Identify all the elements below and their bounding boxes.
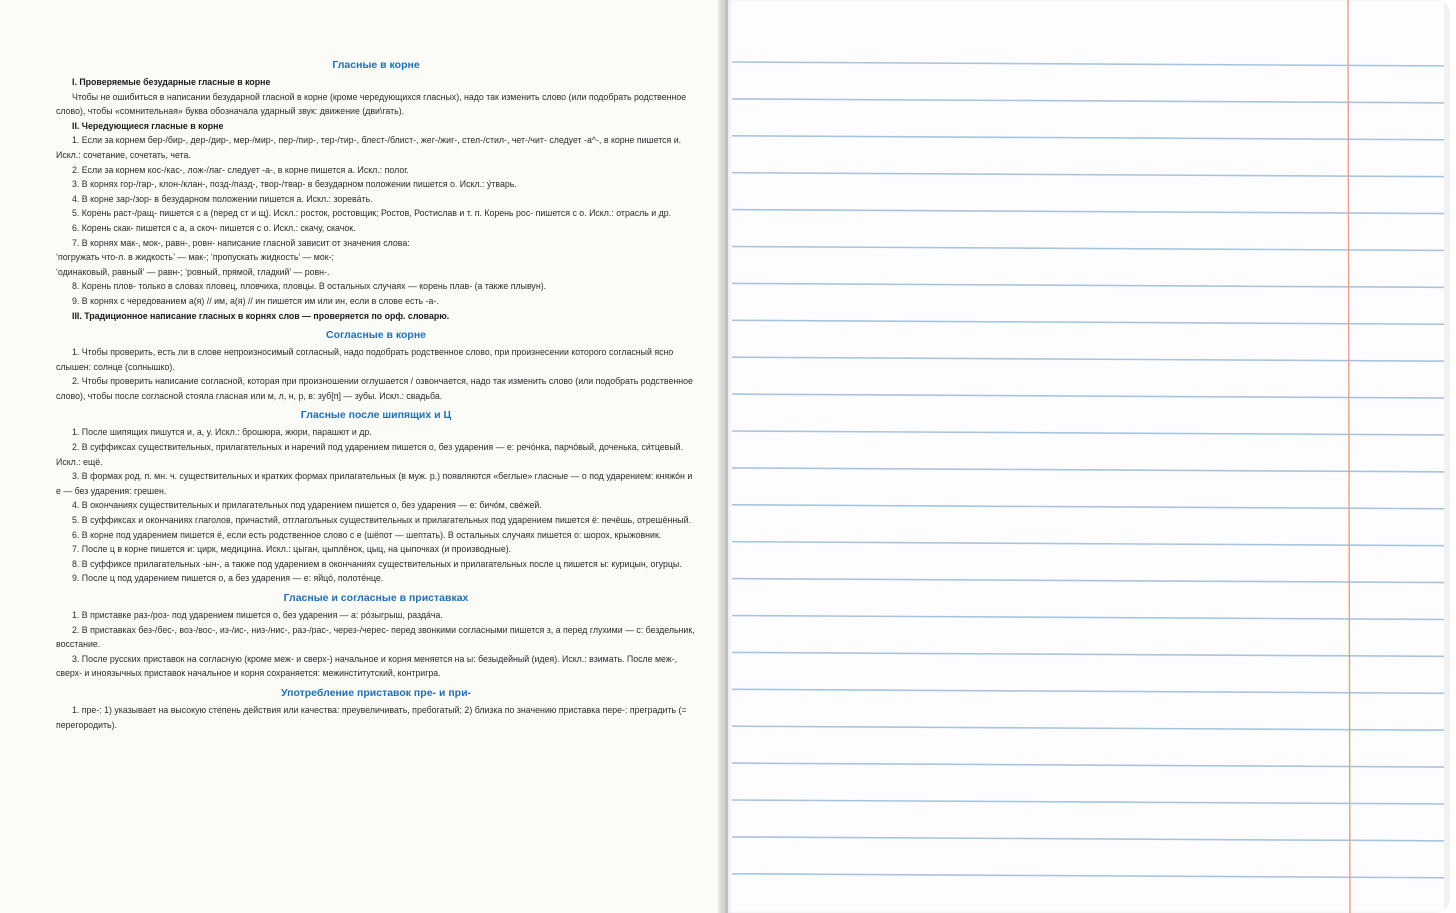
- ruled-line: [732, 579, 1450, 583]
- ruled-line: [732, 542, 1450, 546]
- ruled-line: [732, 689, 1450, 693]
- ruled-line: [732, 726, 1450, 730]
- ruled-line: [732, 837, 1450, 841]
- ruled-line: [732, 210, 1450, 214]
- rule-paragraph: 2. Если за корнем кос-/кас-, лож-/лаг- следует -а-, в корне пишется а. Искл.: полог.: [72, 164, 409, 175]
- ruled-line: [732, 173, 1450, 177]
- rule-subheading: III. Традиционное написание гласных в корнях слов — проверяется по орф. словарю.: [72, 310, 450, 321]
- rule-paragraph: 7. В корнях мак-, мок-, равн-, ровн- написание гласной зависит от значения слова:: [72, 237, 410, 248]
- ruled-line: [732, 505, 1450, 509]
- section-heading: Гласные и согласные в приставках: [283, 592, 469, 604]
- rule-paragraph: Чтобы не ошибиться в написании безударной гласной в корне (кроме чередующихся гласных), надо так изменить слово (или подобрать родственное слово), чтобы «сомнительная» буква обозначала ударный звук: движение (дви\гать).: [56, 91, 687, 117]
- rule-paragraph: 3. В корнях гор-/гар-, клон-/клан-, позд-/пазд-, твор-/твар- в безударном положении пишется о. Искл.: у́тварь.: [72, 179, 517, 190]
- rule-paragraph: 7. После ц в корне пишется и: цирк, медицина. Искл.: цыган, цыплёнок, цыц, на цыпочках (и производные).: [72, 544, 512, 555]
- rule-paragraph: 6. Корень скак- пишется с а, а скоч- пишется с о. Искл.: скачу, скачок.: [72, 222, 356, 233]
- ruled-line: [732, 320, 1450, 324]
- rule-subheading: I. Проверяемые безударные гласные в корне: [72, 77, 271, 87]
- rule-paragraph: 1. Если за корнем бер-/бир-, дер-/дир-, мер-/мир-, пер-/пир-, тер-/тир-, блест-/блист-, жег-/жиг-, стел-/стил-, чет-/чит- следует -а^-, в корне пишется и. Искл.: сочетание, сочетать, чета.: [56, 135, 682, 160]
- ruled-line: [732, 431, 1450, 435]
- rule-paragraph: 3. После русских приставок на согласную (кроме меж- и сверх-) начальное и корня меняется на ы: безыдейный (идея). Искл.: взимать. После меж-, сверх- и иноязычных приставок начальное и корня сохраняется: межинститутский, контригра.: [56, 653, 678, 679]
- ruled-line: [732, 763, 1450, 767]
- rule-paragraph: 5. Корень раст-/ращ- пишется с а (перед ст и щ). Искл.: росток, ростовщик; Ростов, Ростислав и т. п. Корень рос- пишется с о. Искл.: отрасль и др.: [72, 208, 672, 219]
- rule-paragraph: 1. Чтобы проверить, есть ли в слове непроизносимый согласный, надо подобрать родственное слово, при произнесении которого согласный ясно слышен: солнце (солнышко).: [56, 347, 674, 372]
- left-page-cheat-sheet: [0, 0, 724, 913]
- ruled-line: [732, 616, 1450, 620]
- ruled-line: [732, 394, 1450, 398]
- ruled-line: [732, 652, 1450, 656]
- margin-line: [1348, 0, 1350, 913]
- rule-paragraph: ‘одинаковый, равный’ — равн-; ‘ровный, прямой, гладкий’ — ровн-.: [56, 266, 330, 277]
- ruled-lines: [728, 0, 1450, 913]
- rules-text-column: [56, 57, 696, 732]
- rule-paragraph: 1. В приставке раз-/роз- под ударением пишется о, без ударения — а: ро́зыгрыш, разда́ча.: [72, 610, 443, 620]
- rule-paragraph: 9. В корнях с чередованием а(я) // им, а(я) // ин пишется им или ин, если в слове есть -а-.: [72, 295, 439, 306]
- rule-paragraph: 4. В окончаниях существительных и прилагательных под ударением пишется о, без ударения — е: бичо́м, све́жей.: [72, 500, 542, 511]
- rule-paragraph: 1. После шипящих пишутся и, а, у. Искл.: брошюра, жюри, парашют и др.: [72, 427, 372, 438]
- rule-paragraph: 9. После ц под ударением пишется о, а без ударения — е: яйцо́, полоте́нце.: [72, 573, 384, 584]
- rule-paragraph: 2. В приставках без-/бес-, воз-/вос-, из-/ис-, низ-/нис-, раз-/рас-, через-/черес- перед звонкими согласными пишется з, а перед глухими — с: бездельник, восстание.: [56, 624, 695, 650]
- section-heading: Согласные в корне: [325, 329, 427, 342]
- ruled-line: [732, 99, 1450, 103]
- ruled-line: [732, 800, 1450, 804]
- section-heading: Употребление приставок пре- и при-: [280, 686, 472, 699]
- rule-paragraph: 1. пре-: 1) указывает на высокую степень действия или качества: преувеличивать, пребогатый; 2) близка по значению приставка пере-: преградить (= перегородить).: [56, 704, 687, 730]
- page-edge: [1444, 0, 1450, 913]
- ruled-line: [732, 468, 1450, 472]
- rule-paragraph: 8. Корень плов- только в словах пловец, пловчиха, пловцы. В остальных случаях — корень плав- (а также плывун).: [72, 281, 547, 292]
- section-heading: Гласные после шипящих и Ц: [300, 409, 452, 422]
- rule-paragraph: 5. В суффиксах и окончаниях глаголов, причастий, отглагольных существительных и прилагательных под ударением пишется ё: печёшь, отрешённый.: [72, 515, 691, 526]
- rule-paragraph: 8. В суффиксе прилагательных -ын-, а также под ударением в окончаниях существительных и прилагательных после ц пишется ы: курицын, огурцы.: [72, 558, 682, 569]
- ruled-line: [732, 136, 1450, 140]
- rule-paragraph: ‘погружать что-л. в жидкость’ — мак-; ‘пропускать жидкость’ — мок-;: [56, 252, 334, 263]
- rule-paragraph: 2. В суффиксах существительных, прилагательных и наречий под ударением пишется о, без ударения — е: речо́нка, парчо́вый, доченька, си́тцевый. Искл.: ещё.: [56, 442, 684, 467]
- rule-paragraph: 3. В формах род. п. мн. ч. существительных и кратких формах прилагательных (в муж. р.) появляются «беглые» гласные — о под ударением: княжо́н и е — без ударения: грешен.: [56, 471, 693, 496]
- ruled-line: [732, 283, 1450, 287]
- rule-paragraph: 4. В корне зар-/зор- в безударном положении пишется а. Искл.: зорева́ть.: [72, 193, 373, 204]
- rule-paragraph: 6. В корне под ударением пишется ё, если есть родственное слово с е (шёпот — шептать). В остальных случаях пишется о: шорох, крыжовник.: [72, 529, 662, 540]
- rule-paragraph: 2. Чтобы проверить написание согласной, которая при произношении оглушается / озвончается, надо так изменить слово (или подобрать родственное слово), чтобы после согласной стояла гласная или м, л, н, р, в: зуб[п] — зубы. Искл.: свадьба.: [56, 376, 693, 401]
- right-page-ruled: [728, 0, 1450, 913]
- ruled-line: [732, 357, 1450, 361]
- ruled-line: [732, 874, 1450, 878]
- rule-subheading: II. Чередующиеся гласные в корне: [72, 120, 224, 131]
- ruled-line: [732, 247, 1450, 251]
- ruled-line: [732, 62, 1450, 66]
- section-heading: Гласные в корне: [332, 59, 420, 71]
